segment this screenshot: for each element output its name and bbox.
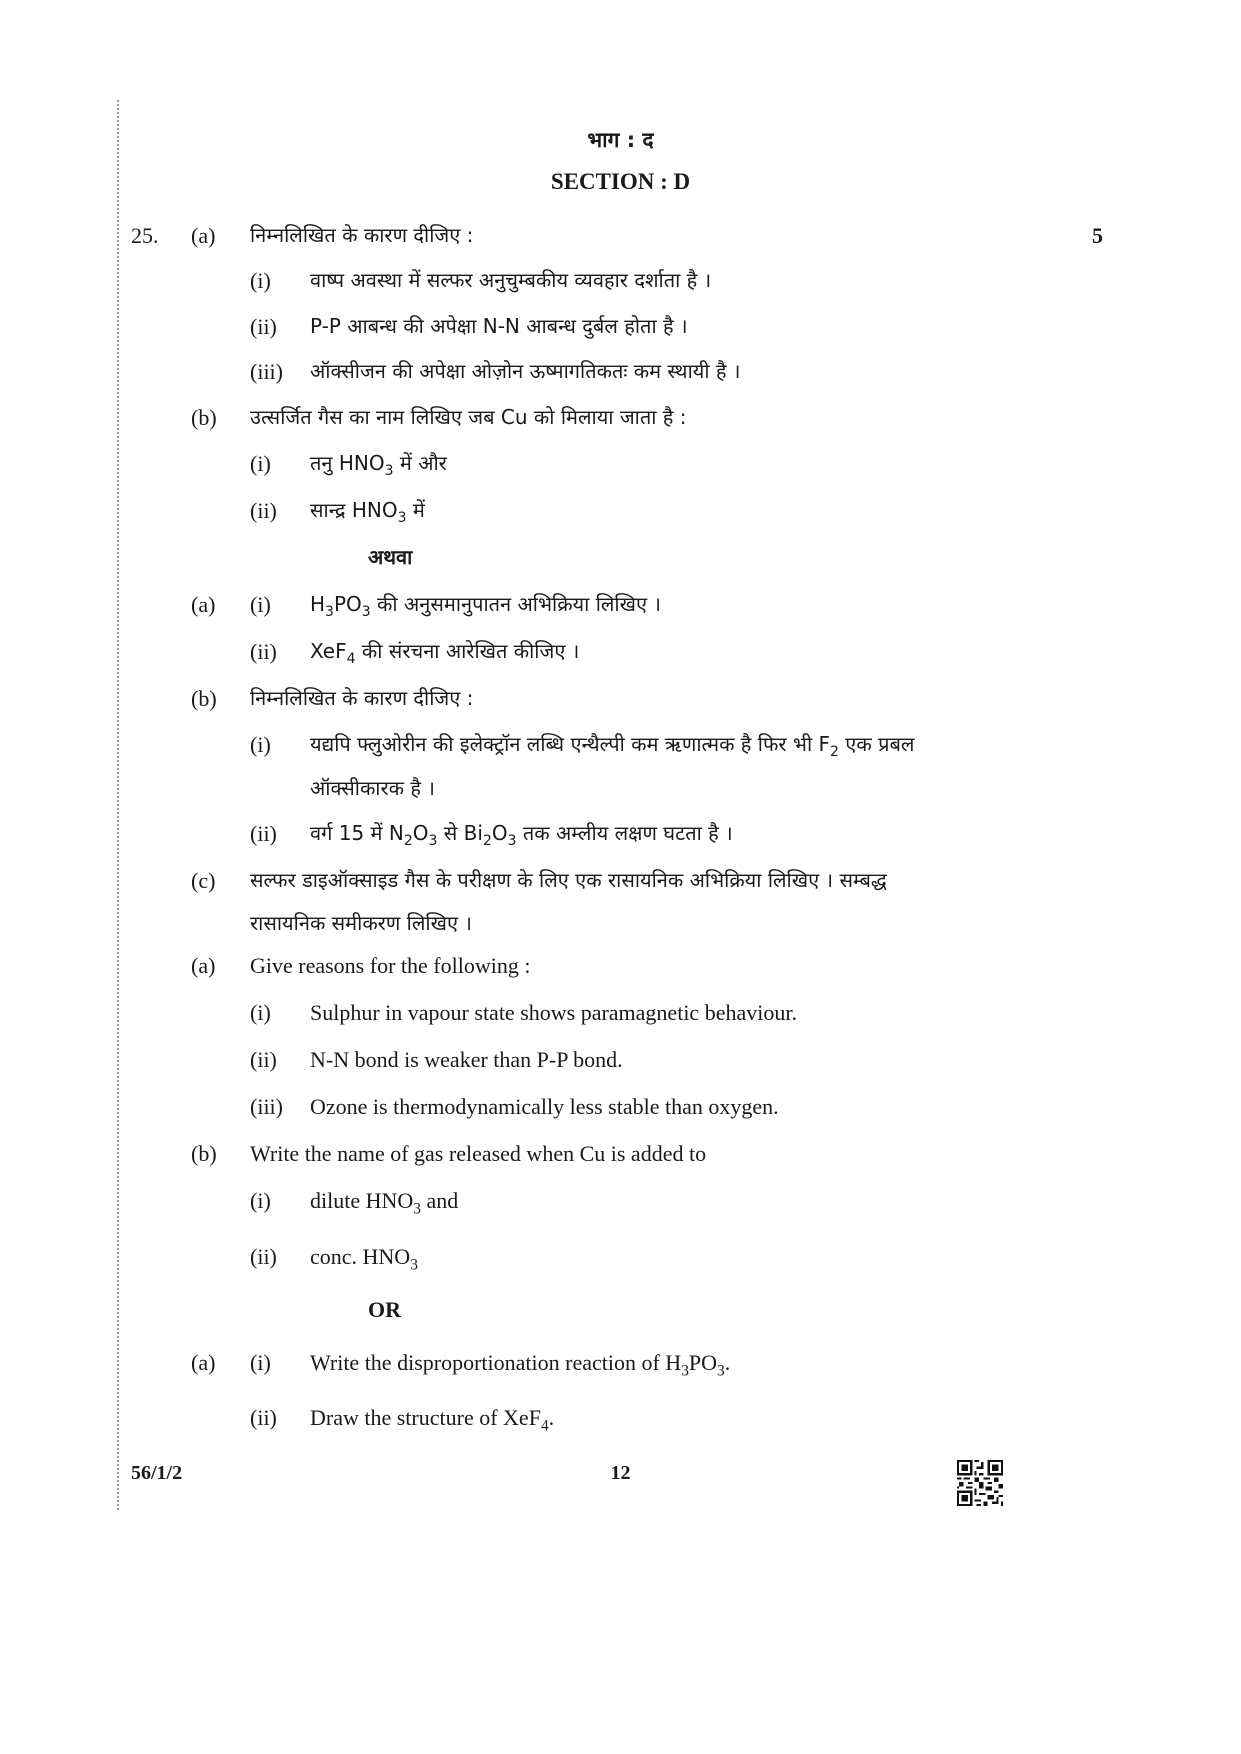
- hi-or-a-i-label: (i): [250, 592, 271, 617]
- hi-a-iii-label: (iii): [250, 359, 283, 384]
- en-or: OR: [368, 1297, 401, 1322]
- hi-a-iii-text: ऑक्सीजन की अपेक्षा ओज़ोन ऊष्मागतिकतः कम स्थायी है ।: [310, 359, 741, 383]
- hi-or-a-label: (a): [191, 592, 216, 617]
- hi-b-ii-text: सान्द्र $HNO_3$ में: [310, 498, 425, 526]
- hi-or-b-text: निम्नलिखित के कारण दीजिए :: [250, 686, 474, 710]
- hi-b-i-label: (i): [250, 451, 271, 476]
- hi-or-a-ii-label: (ii): [250, 639, 277, 664]
- en-a-label: (a): [191, 953, 216, 978]
- en-b-i-text: dilute $HNO_3$ and: [310, 1188, 459, 1218]
- section-title-english: SECTION : D: [550, 169, 691, 194]
- paper-code: 56/1/2: [131, 1462, 183, 1484]
- hi-a-i-label: (i): [250, 268, 271, 293]
- en-b-text: Write the name of gas released when Cu is added to: [250, 1141, 707, 1166]
- hi-or-b-ii-text: वर्ग 15 में $N_2O_3$ से $Bi_2O_3$ तक अम्लीय लक्षण घटता है ।: [310, 821, 733, 849]
- hi-b-label: (b): [191, 405, 217, 430]
- hi-or-c-line1: सल्फर डाइऑक्साइड गैस के परीक्षण के लिए एक रासायनिक अभिक्रिया लिखिए । सम्बद्ध: [250, 868, 887, 892]
- en-or-a-label: (a): [191, 1350, 216, 1375]
- hi-a-text: निम्नलिखित के कारण दीजिए :: [250, 223, 474, 247]
- en-a-iii-label: (iii): [250, 1094, 283, 1119]
- en-or-a-ii-label: (ii): [250, 1405, 277, 1430]
- en-a-ii-text: N-N bond is weaker than P-P bond.: [310, 1047, 623, 1072]
- hi-b-text: उत्सर्जित गैस का नाम लिखिए जब Cu को मिलाया जाता है :: [250, 405, 687, 429]
- hi-or-a-i-text: $H_3PO_3$ की अनुसमानुपातन अभिक्रिया लिखिए ।: [310, 592, 661, 620]
- en-a-ii-label: (ii): [250, 1047, 277, 1072]
- hi-or-b-i-label: (i): [250, 732, 271, 757]
- en-a-i-label: (i): [250, 1000, 271, 1025]
- question-number: 25.: [131, 223, 159, 248]
- en-or-a-ii-text: Draw the structure of XeF$_4$.: [310, 1405, 555, 1435]
- hi-a-i-text: वाष्प अवस्था में सल्फर अनुचुम्बकीय व्यवहार दर्शाता है ।: [310, 268, 712, 292]
- question-marks: 5: [1092, 223, 1103, 248]
- en-or-a-i-text: Write the disproportionation reaction of $H_3PO_3$.: [310, 1350, 731, 1380]
- hi-or-b-label: (b): [191, 686, 217, 711]
- qr-code-icon: [957, 1460, 1003, 1506]
- en-a-i-text: Sulphur in vapour state shows paramagnetic behaviour.: [310, 1000, 797, 1025]
- margin-dotted-line: [117, 100, 119, 1510]
- hi-a-ii-label: (ii): [250, 314, 277, 339]
- en-b-i-label: (i): [250, 1188, 271, 1213]
- en-b-ii-label: (ii): [250, 1244, 277, 1269]
- hi-or-a-ii-text: XeF$_4$ की संरचना आरेखित कीजिए ।: [310, 639, 580, 667]
- hi-or-c-line2: रासायनिक समीकरण लिखिए ।: [250, 911, 472, 935]
- hi-or-b-ii-label: (ii): [250, 821, 277, 846]
- hi-a-ii-text: P-P आबन्ध की अपेक्षा N-N आबन्ध दुर्बल होता है ।: [310, 314, 688, 338]
- en-b-ii-text: conc. $HNO_3$: [310, 1244, 418, 1274]
- en-b-label: (b): [191, 1141, 217, 1166]
- hi-or-b-i-text: यद्यपि फ्लुओरीन की इलेक्ट्रॉन लब्धि एन्थैल्पी कम ऋणात्मक है फिर भी $F_2$ एक प्रबल: [310, 732, 915, 760]
- section-title-hindi: भाग : द: [587, 128, 654, 152]
- hi-or-c-label: (c): [191, 868, 216, 893]
- en-a-iii-text: Ozone is thermodynamically less stable than oxygen.: [310, 1094, 779, 1119]
- page-number: 12: [610, 1462, 631, 1484]
- hi-a-label: (a): [191, 223, 216, 248]
- hi-b-ii-label: (ii): [250, 498, 277, 523]
- hi-b-i-text: तनु $HNO_3$ में और: [310, 451, 447, 479]
- en-a-text: Give reasons for the following :: [250, 953, 531, 978]
- hi-or-b-i-line2: ऑक्सीकारक है ।: [310, 776, 435, 800]
- hi-or: अथवा: [368, 545, 413, 569]
- en-or-a-i-label: (i): [250, 1350, 271, 1375]
